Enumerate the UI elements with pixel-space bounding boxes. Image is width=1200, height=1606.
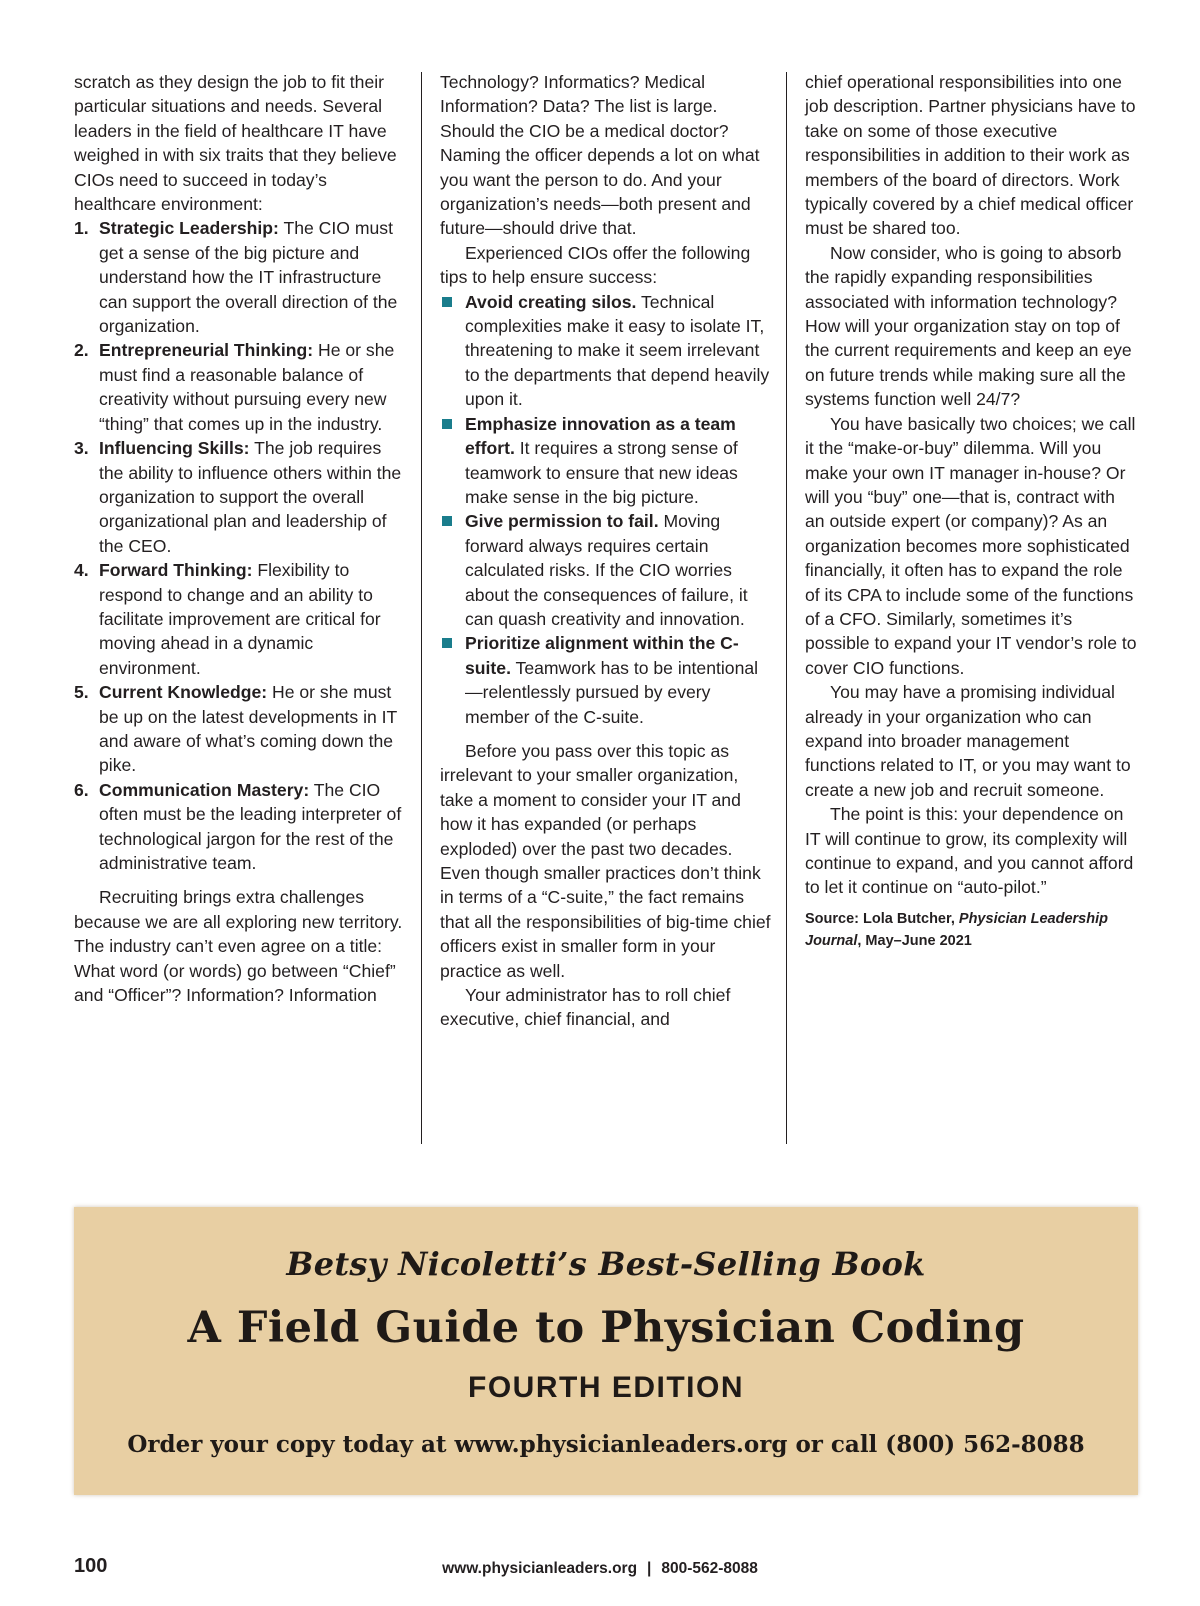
list-item [74, 558, 404, 680]
item-text: He or she must find a reasonable balance of creativity without pursuing every new “thing” that comes up in the industry. [99, 340, 395, 434]
item-text: Technical complexities make it easy to isolate IT, threatening to make it seem irrelevant to the departments that depend heavily upon it. [465, 291, 770, 410]
item-title: Forward Thinking: [99, 560, 253, 581]
item-title: Influencing Skills: [99, 438, 250, 459]
column-1 [74, 70, 404, 1007]
footer-url: www.physicianleaders.org [442, 1560, 638, 1577]
source-citation [805, 908, 1137, 952]
footer-separator: | [647, 1560, 652, 1577]
list-item [440, 509, 772, 631]
book-advertisement [74, 1207, 1138, 1495]
list-item [74, 680, 404, 778]
body-paragraph: Your administrator has to roll chief executive, chief financial, and [440, 985, 731, 1030]
item-number: 5. [74, 682, 89, 703]
item-number: 6. [74, 779, 89, 800]
list-item [74, 436, 404, 558]
ad-order-line: Order your copy today at www.physicianleaders.org or call (800) 562-8088 [127, 1431, 1085, 1458]
square-bullet-icon [442, 419, 452, 429]
body-paragraph: Technology? Informatics? Medical Information? Data? The list is large. Should the CIO be a medical doctor? Naming the officer depends a lot on what you want the person to do. And your organization’s needs—both present and future—should drive that. [440, 72, 760, 239]
item-number: 2. [74, 340, 89, 361]
footer [0, 1560, 1200, 1578]
cio-traits-list [74, 216, 404, 875]
column-divider [786, 72, 787, 1144]
item-text: He or she must be up on the latest developments in IT and aware of what’s coming down the pike. [99, 682, 397, 776]
body-paragraph: Recruiting brings extra challenges because we are all exploring new territory. The industry can’t even agree on a title: What word (or words) go between “Chief” and “Officer”? Information? Information [74, 887, 403, 1006]
body-paragraph: The point is this: your dependence on IT will continue to grow, its complexity will continue to expand, and you cannot afford to let it continue on “auto-pilot.” [805, 804, 1134, 898]
ad-book-title: A Field Guide to Physician Coding [187, 1303, 1025, 1353]
body-paragraph: You may have a promising individual already in your organization who can expand into broader management functions related to IT, or you may want to create a new job and recruit someone. [805, 682, 1131, 800]
item-title: Entrepreneurial Thinking: [99, 340, 314, 361]
list-item [440, 631, 772, 729]
item-title: Emphasize innovation as a team effort. [465, 413, 736, 459]
body-paragraph: Now consider, who is going to absorb the rapidly expanding responsibilities associated with information technology? How will your organization stay on top of the current requirements and keep an eye on future trends while making sure all the systems function well 24/7? [805, 242, 1132, 410]
item-number: 4. [74, 560, 89, 581]
square-bullet-icon [442, 297, 452, 307]
column-2 [440, 70, 772, 1032]
square-bullet-icon [442, 516, 452, 526]
footer-phone: 800-562-8088 [661, 1560, 758, 1577]
item-text: Moving forward always requires certain calculated risks. If the CIO worries about the consequences of failure, it can quash creativity and innovation. [465, 511, 748, 629]
item-title: Give permission to fail. [465, 511, 659, 532]
body-paragraph: Before you pass over this topic as irrelevant to your smaller organization, take a moment to consider your IT and how it has expanded (or perhaps exploded) over the past two decades. Even though smaller practices don’t think in terms of a “C-suite,” the fact remains that all the responsibilities of big-time chief officers exist in smaller form in your practice as well. [440, 740, 771, 981]
body-paragraph: You have basically two choices; we call it the “make-or-buy” dilemma. Will you make your own IT manager in-house? Or will you “buy” one—that is, contract with an outside expert (or company)? As an organization becomes more sophisticated financially, it often has to expand the role of its CPA to include some of the functions of a CFO. Similarly, sometimes it’s possible to expand your IT vendor’s role to cover CIO functions. [805, 413, 1137, 678]
list-item [74, 338, 404, 436]
list-item [74, 216, 404, 338]
source-date: , May–June 2021 [857, 932, 972, 949]
body-paragraph: Experienced CIOs offer the following tips to help ensure success: [440, 242, 751, 288]
list-item [74, 778, 404, 876]
item-number: 3. [74, 438, 89, 459]
ad-kicker: Betsy Nicoletti’s Best-Selling Book [286, 1245, 926, 1283]
column-divider [421, 72, 422, 1144]
item-text: Flexibility to respond to change and an ability to facilitate improvement are critical for moving ahead in a dynamic environment. [99, 560, 381, 678]
ad-edition: FOURTH EDITION [468, 1371, 744, 1404]
item-title: Prioritize alignment within the C-suite. [465, 633, 739, 678]
square-bullet-icon [442, 638, 452, 648]
item-text: The job requires the ability to influence others within the organization to support the overall organizational plan and leadership of the CEO. [99, 438, 402, 556]
item-title: Strategic Leadership: [99, 218, 279, 239]
page-number: 100 [74, 1555, 108, 1577]
item-title: Communication Mastery: [99, 779, 310, 800]
item-text: Teamwork has to be intentional—relentlessly pursued by every member of the C-suite. [465, 657, 759, 727]
tips-list [440, 290, 772, 729]
intro-paragraph: scratch as they design the job to fit their particular situations and needs. Several leaders in the field of healthcare IT have weighed in with six traits that they believe CIOs need to succeed in today’s healthcare environment: [74, 72, 397, 215]
column-3 [805, 70, 1137, 952]
item-number: 1. [74, 218, 89, 239]
source-journal: Physician Leadership Journal [805, 910, 1108, 949]
body-paragraph: chief operational responsibilities into one job description. Partner physicians have to take on some of those executive responsibilities in addition to their work as members of the board of directors. Work typically covered by a chief medical officer must be shared too. [805, 72, 1136, 239]
item-text: The CIO often must be the leading interpreter of technological jargon for the rest of the administrative team. [99, 779, 402, 873]
item-title: Current Knowledge: [99, 682, 268, 703]
item-text: The CIO must get a sense of the big picture and understand how the IT infrastructure can support the overall direction of the organization. [99, 218, 398, 337]
list-item [440, 412, 772, 510]
list-item [440, 290, 772, 412]
item-text: It requires a strong sense of teamwork to ensure that new ideas make sense in the big picture. [465, 438, 738, 507]
source-author: Source: Lola Butcher, [805, 910, 959, 927]
item-title: Avoid creating silos. [465, 291, 637, 312]
